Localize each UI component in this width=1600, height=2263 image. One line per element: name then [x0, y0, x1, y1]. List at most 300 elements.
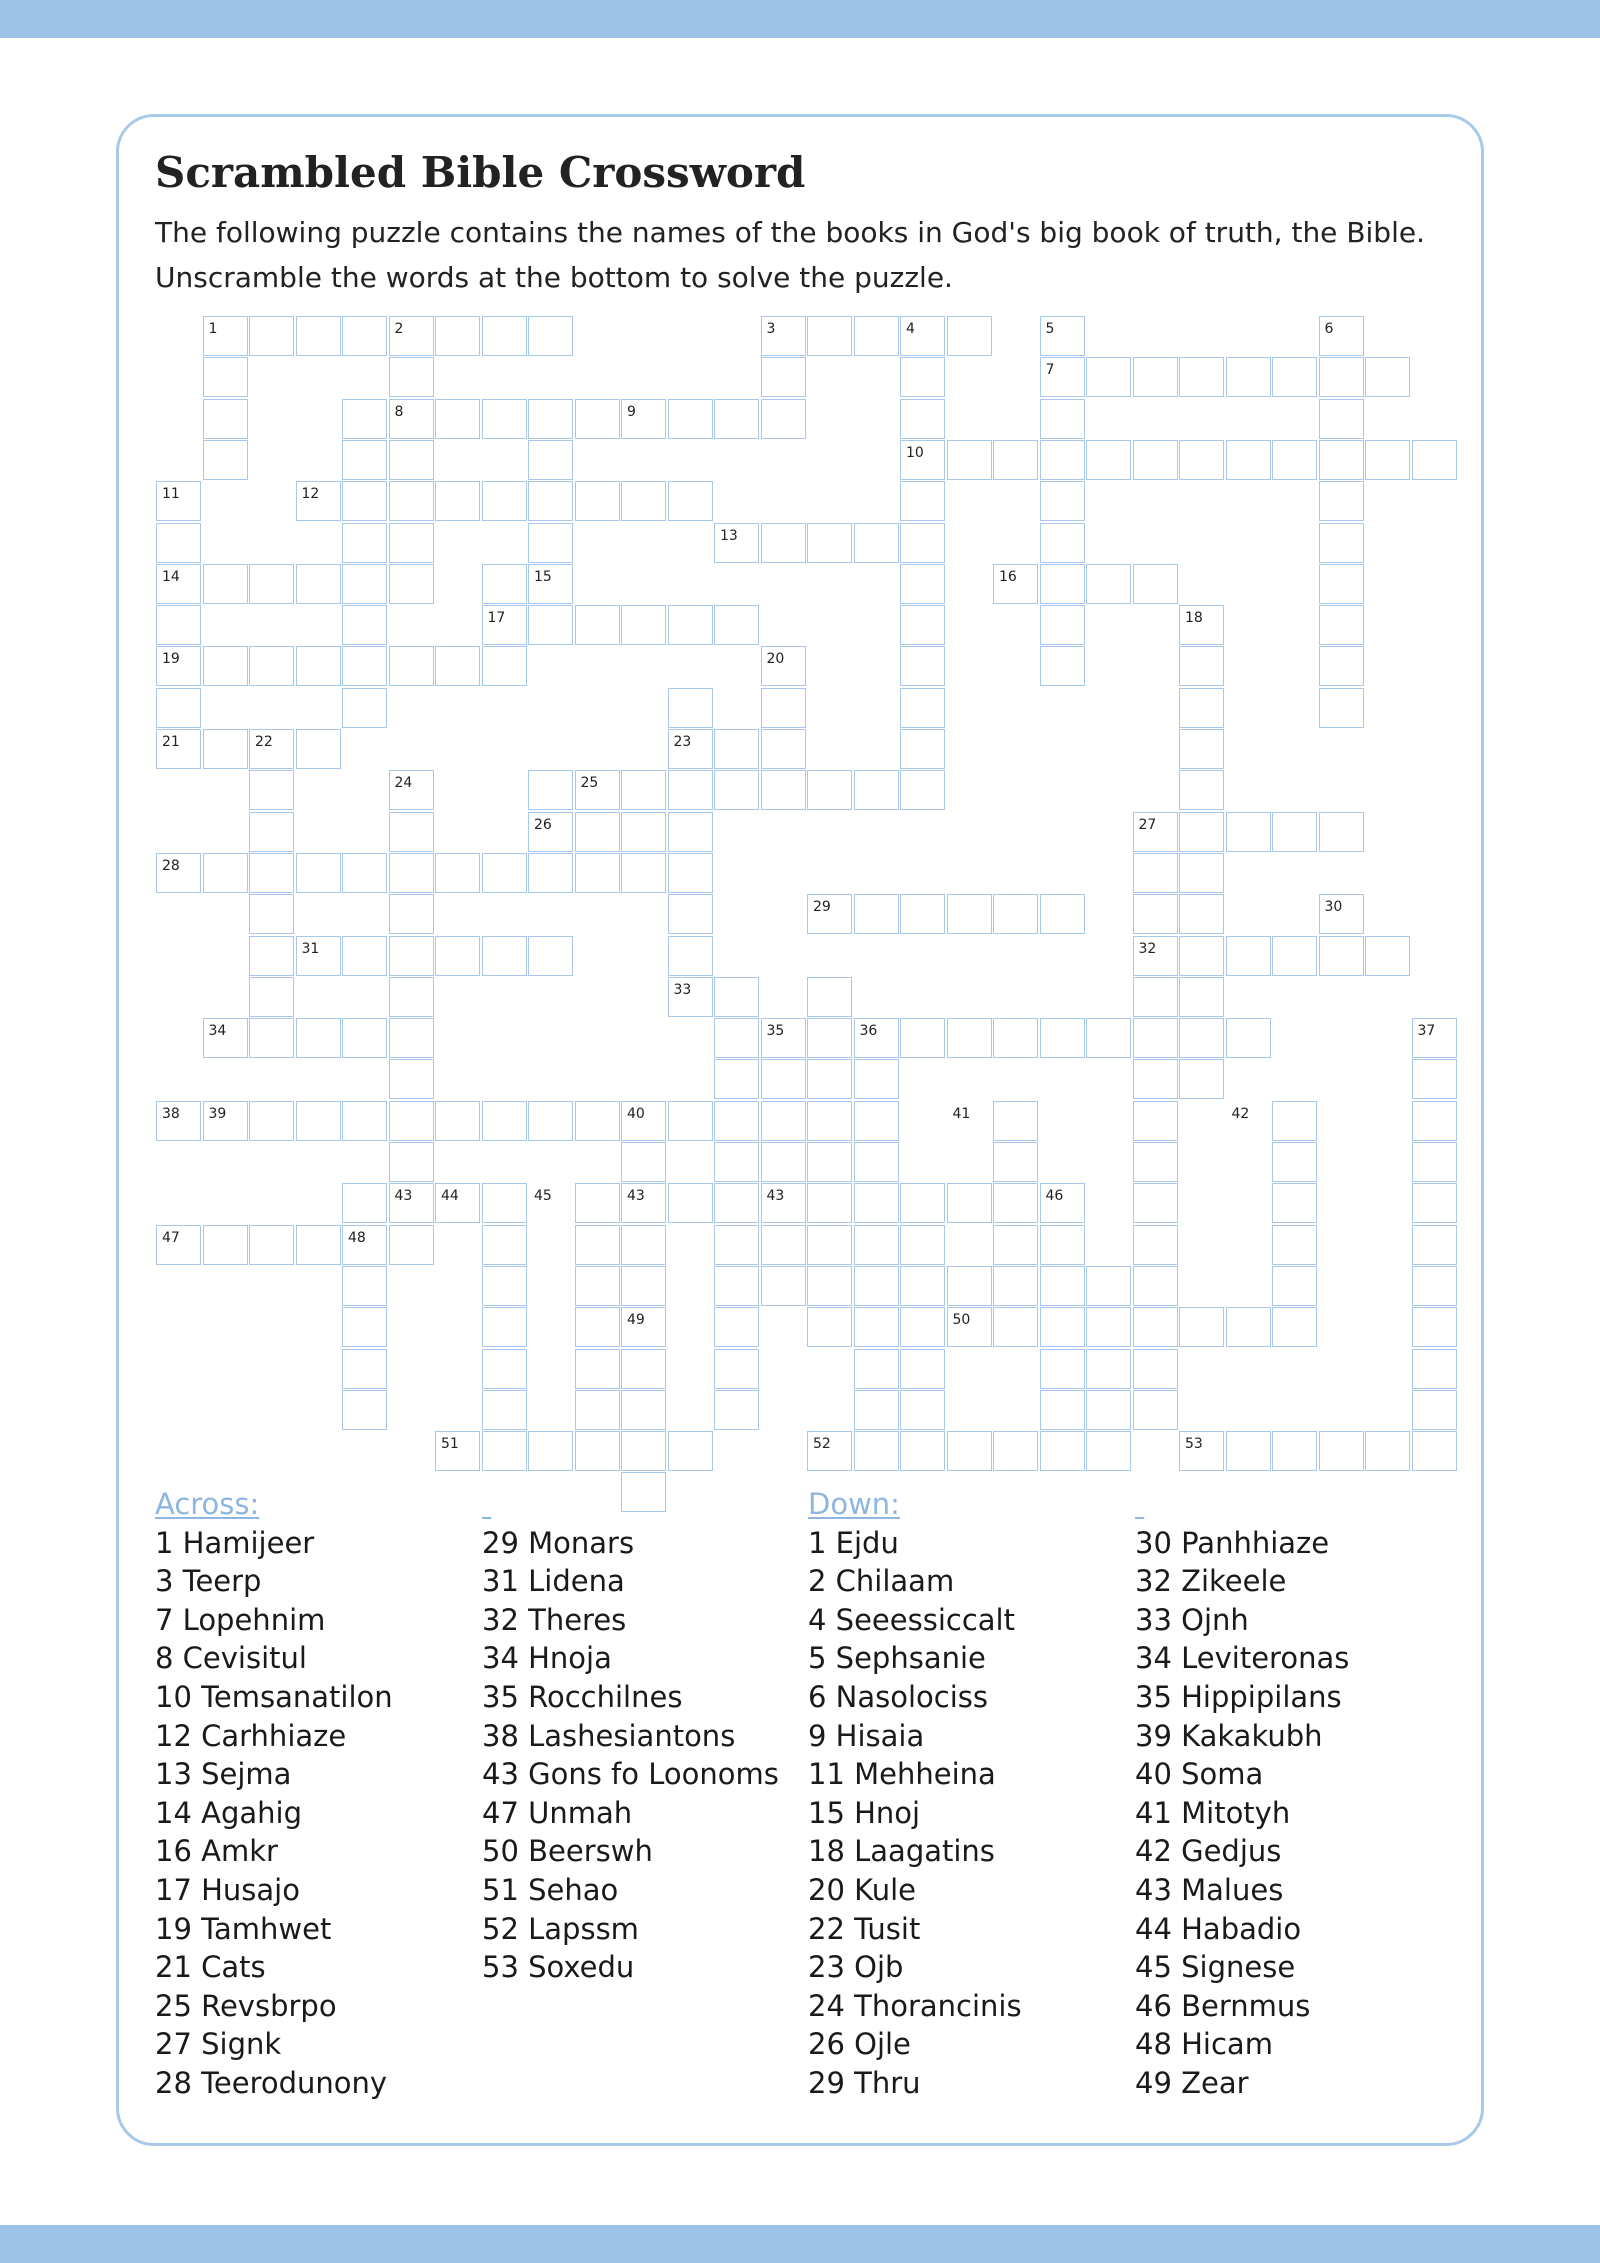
grid-cell[interactable]	[761, 1142, 806, 1182]
grid-cell[interactable]	[668, 853, 713, 893]
grid-cell[interactable]	[1133, 1142, 1178, 1182]
grid-cell[interactable]	[900, 357, 945, 397]
grid-cell[interactable]	[1040, 1225, 1085, 1265]
grid-cell[interactable]	[435, 646, 480, 686]
grid-cell[interactable]	[296, 936, 341, 976]
grid-cell[interactable]	[528, 440, 573, 480]
grid-cell[interactable]	[854, 770, 899, 810]
grid-cell[interactable]	[342, 1225, 387, 1265]
grid-cell[interactable]	[1226, 1307, 1271, 1347]
grid-cell[interactable]	[1179, 1431, 1224, 1471]
grid-cell[interactable]	[621, 1101, 666, 1141]
grid-cell[interactable]	[1226, 440, 1271, 480]
grid-cell[interactable]	[435, 399, 480, 439]
grid-cell[interactable]	[1412, 1266, 1457, 1306]
grid-cell[interactable]	[900, 399, 945, 439]
grid-cell[interactable]	[621, 605, 666, 645]
grid-cell[interactable]	[389, 564, 434, 604]
grid-cell[interactable]	[1272, 1101, 1317, 1141]
grid-cell[interactable]	[389, 1183, 434, 1223]
grid-cell[interactable]	[528, 481, 573, 521]
grid-cell[interactable]	[947, 894, 992, 934]
grid-cell[interactable]	[807, 1142, 852, 1182]
grid-cell[interactable]	[528, 770, 573, 810]
grid-cell[interactable]	[1133, 1183, 1178, 1223]
grid-cell[interactable]	[1133, 936, 1178, 976]
grid-cell[interactable]	[900, 1183, 945, 1223]
grid-cell[interactable]	[435, 853, 480, 893]
grid-cell[interactable]	[296, 481, 341, 521]
grid-cell[interactable]	[1133, 1101, 1178, 1141]
grid-cell[interactable]	[1086, 440, 1131, 480]
grid-cell[interactable]	[900, 564, 945, 604]
grid-cell[interactable]	[528, 853, 573, 893]
grid-cell[interactable]	[1040, 1018, 1085, 1058]
grid-cell[interactable]	[900, 894, 945, 934]
grid-cell[interactable]	[575, 1431, 620, 1471]
grid-cell[interactable]	[249, 977, 294, 1017]
grid-cell[interactable]	[203, 853, 248, 893]
grid-cell[interactable]	[807, 1431, 852, 1471]
grid-cell[interactable]	[528, 564, 573, 604]
grid-cell[interactable]	[1133, 853, 1178, 893]
grid-cell[interactable]	[575, 770, 620, 810]
grid-cell[interactable]	[249, 894, 294, 934]
grid-cell[interactable]	[1319, 440, 1364, 480]
grid-cell[interactable]	[1179, 977, 1224, 1017]
grid-cell[interactable]	[1086, 357, 1131, 397]
grid-cell[interactable]	[342, 853, 387, 893]
grid-cell[interactable]	[1319, 936, 1364, 976]
grid-cell[interactable]	[1040, 523, 1085, 563]
grid-cell[interactable]	[1272, 812, 1317, 852]
grid-cell[interactable]	[1272, 1431, 1317, 1471]
grid-cell[interactable]	[621, 1142, 666, 1182]
grid-cell[interactable]	[575, 1225, 620, 1265]
grid-cell[interactable]	[389, 316, 434, 356]
grid-cell[interactable]	[668, 605, 713, 645]
grid-cell[interactable]	[389, 936, 434, 976]
grid-cell[interactable]	[156, 646, 201, 686]
grid-cell[interactable]	[575, 1266, 620, 1306]
grid-cell[interactable]	[900, 646, 945, 686]
grid-cell[interactable]	[249, 316, 294, 356]
grid-cell[interactable]	[389, 1018, 434, 1058]
grid-cell[interactable]	[528, 812, 573, 852]
grid-cell[interactable]	[1272, 1307, 1317, 1347]
grid-cell[interactable]	[807, 1018, 852, 1058]
grid-cell[interactable]	[1133, 357, 1178, 397]
grid-cell[interactable]	[947, 1307, 992, 1347]
grid-cell[interactable]	[342, 1349, 387, 1389]
grid-cell[interactable]	[1133, 1266, 1178, 1306]
grid-cell[interactable]	[1365, 440, 1410, 480]
grid-cell[interactable]	[528, 316, 573, 356]
grid-cell[interactable]	[900, 1431, 945, 1471]
grid-cell[interactable]	[621, 1307, 666, 1347]
grid-cell[interactable]	[900, 1390, 945, 1430]
grid-cell[interactable]	[389, 853, 434, 893]
grid-cell[interactable]	[854, 1349, 899, 1389]
grid-cell[interactable]	[1179, 936, 1224, 976]
grid-cell[interactable]	[761, 1183, 806, 1223]
grid-cell[interactable]	[621, 1349, 666, 1389]
grid-cell[interactable]	[203, 1018, 248, 1058]
grid-cell[interactable]	[203, 1225, 248, 1265]
grid-cell[interactable]	[1133, 812, 1178, 852]
grid-cell[interactable]	[1040, 357, 1085, 397]
grid-cell[interactable]	[435, 1431, 480, 1471]
grid-cell[interactable]	[900, 770, 945, 810]
grid-cell[interactable]	[993, 1266, 1038, 1306]
grid-cell[interactable]	[621, 1266, 666, 1306]
grid-cell[interactable]	[807, 1307, 852, 1347]
grid-cell[interactable]	[156, 523, 201, 563]
grid-cell[interactable]	[575, 1307, 620, 1347]
grid-cell[interactable]	[761, 399, 806, 439]
grid-cell[interactable]	[528, 1431, 573, 1471]
grid-cell[interactable]	[1040, 1349, 1085, 1389]
grid-cell[interactable]	[854, 1142, 899, 1182]
grid-cell[interactable]	[1040, 605, 1085, 645]
grid-cell[interactable]	[1040, 440, 1085, 480]
grid-cell[interactable]	[1412, 1307, 1457, 1347]
grid-cell[interactable]	[203, 316, 248, 356]
grid-cell[interactable]	[342, 1018, 387, 1058]
grid-cell[interactable]	[249, 770, 294, 810]
grid-cell[interactable]	[621, 1183, 666, 1223]
grid-cell[interactable]	[389, 812, 434, 852]
grid-cell[interactable]	[296, 564, 341, 604]
grid-cell[interactable]	[714, 770, 759, 810]
grid-cell[interactable]	[156, 481, 201, 521]
grid-cell[interactable]	[993, 440, 1038, 480]
grid-cell[interactable]	[1179, 1059, 1224, 1099]
grid-cell[interactable]	[807, 316, 852, 356]
grid-cell[interactable]	[761, 646, 806, 686]
grid-cell[interactable]	[203, 729, 248, 769]
grid-cell[interactable]	[668, 1183, 713, 1223]
grid-cell[interactable]	[1086, 1390, 1131, 1430]
grid-cell[interactable]	[342, 646, 387, 686]
grid-cell[interactable]	[1179, 605, 1224, 645]
grid-cell[interactable]	[342, 1390, 387, 1430]
grid-cell[interactable]	[482, 399, 527, 439]
grid-cell[interactable]	[668, 399, 713, 439]
grid-cell[interactable]	[807, 770, 852, 810]
grid-cell[interactable]	[1133, 440, 1178, 480]
grid-cell[interactable]	[621, 853, 666, 893]
grid-cell[interactable]	[807, 523, 852, 563]
grid-cell[interactable]	[714, 1225, 759, 1265]
grid-cell[interactable]	[528, 936, 573, 976]
grid-cell[interactable]	[714, 1142, 759, 1182]
grid-cell[interactable]	[203, 646, 248, 686]
grid-cell[interactable]	[668, 936, 713, 976]
grid-cell[interactable]	[296, 853, 341, 893]
grid-cell[interactable]	[1040, 1183, 1085, 1223]
grid-cell[interactable]	[1412, 1390, 1457, 1430]
grid-cell[interactable]	[528, 1101, 573, 1141]
grid-cell[interactable]	[714, 1101, 759, 1141]
grid-cell[interactable]	[435, 936, 480, 976]
grid-cell[interactable]	[482, 936, 527, 976]
grid-cell[interactable]	[1319, 399, 1364, 439]
grid-cell[interactable]	[1319, 523, 1364, 563]
grid-cell[interactable]	[714, 1018, 759, 1058]
grid-cell[interactable]	[668, 1101, 713, 1141]
grid-cell[interactable]	[668, 481, 713, 521]
grid-cell[interactable]	[668, 894, 713, 934]
grid-cell[interactable]	[714, 399, 759, 439]
grid-cell[interactable]	[1086, 1349, 1131, 1389]
grid-cell[interactable]	[854, 1390, 899, 1430]
grid-cell[interactable]	[389, 1225, 434, 1265]
grid-cell[interactable]	[1133, 1349, 1178, 1389]
grid-cell[interactable]	[528, 399, 573, 439]
grid-cell[interactable]	[1040, 1431, 1085, 1471]
grid-cell[interactable]	[900, 1266, 945, 1306]
grid-cell[interactable]	[993, 1183, 1038, 1223]
grid-cell[interactable]	[575, 812, 620, 852]
grid-cell[interactable]	[714, 1307, 759, 1347]
grid-cell[interactable]	[1226, 812, 1271, 852]
grid-cell[interactable]	[993, 1018, 1038, 1058]
grid-cell[interactable]	[854, 1183, 899, 1223]
grid-cell[interactable]	[1319, 1431, 1364, 1471]
grid-cell[interactable]	[761, 729, 806, 769]
grid-cell[interactable]	[1412, 1349, 1457, 1389]
grid-cell[interactable]	[1319, 688, 1364, 728]
grid-cell[interactable]	[342, 1101, 387, 1141]
grid-cell[interactable]	[1319, 481, 1364, 521]
grid-cell[interactable]	[900, 481, 945, 521]
grid-cell[interactable]	[1040, 894, 1085, 934]
grid-cell[interactable]	[1179, 853, 1224, 893]
grid-cell[interactable]	[947, 316, 992, 356]
grid-cell[interactable]	[1272, 1266, 1317, 1306]
grid-cell[interactable]	[947, 1431, 992, 1471]
grid-cell[interactable]	[342, 399, 387, 439]
grid-cell[interactable]	[249, 1225, 294, 1265]
grid-cell[interactable]	[854, 1018, 899, 1058]
grid-cell[interactable]	[249, 564, 294, 604]
grid-cell[interactable]	[1226, 936, 1271, 976]
grid-cell[interactable]	[854, 1101, 899, 1141]
grid-cell[interactable]	[993, 894, 1038, 934]
grid-cell[interactable]	[1412, 1225, 1457, 1265]
grid-cell[interactable]	[621, 1431, 666, 1471]
grid-cell[interactable]	[575, 399, 620, 439]
grid-cell[interactable]	[807, 977, 852, 1017]
grid-cell[interactable]	[714, 1183, 759, 1223]
grid-cell[interactable]	[1040, 481, 1085, 521]
grid-cell[interactable]	[807, 894, 852, 934]
grid-cell[interactable]	[1412, 1101, 1457, 1141]
grid-cell[interactable]	[854, 523, 899, 563]
grid-cell[interactable]	[1319, 605, 1364, 645]
grid-cell[interactable]	[900, 523, 945, 563]
grid-cell[interactable]	[156, 605, 201, 645]
grid-cell[interactable]	[1365, 1431, 1410, 1471]
grid-cell[interactable]	[1272, 1142, 1317, 1182]
grid-cell[interactable]	[1226, 1018, 1271, 1058]
grid-cell[interactable]	[575, 1101, 620, 1141]
grid-cell[interactable]	[342, 481, 387, 521]
grid-cell[interactable]	[900, 316, 945, 356]
grid-cell[interactable]	[528, 605, 573, 645]
grid-cell[interactable]	[156, 688, 201, 728]
grid-cell[interactable]	[1412, 1059, 1457, 1099]
grid-cell[interactable]	[900, 605, 945, 645]
grid-cell[interactable]	[854, 316, 899, 356]
grid-cell[interactable]	[621, 770, 666, 810]
grid-cell[interactable]	[714, 729, 759, 769]
grid-cell[interactable]	[296, 646, 341, 686]
grid-cell[interactable]	[714, 523, 759, 563]
grid-cell[interactable]	[1133, 1390, 1178, 1430]
grid-cell[interactable]	[1179, 894, 1224, 934]
grid-cell[interactable]	[1086, 564, 1131, 604]
grid-cell[interactable]	[1040, 1266, 1085, 1306]
grid-cell[interactable]	[296, 1018, 341, 1058]
grid-cell[interactable]	[621, 812, 666, 852]
grid-cell[interactable]	[1319, 564, 1364, 604]
grid-cell[interactable]	[482, 1349, 527, 1389]
grid-cell[interactable]	[389, 440, 434, 480]
grid-cell[interactable]	[1179, 688, 1224, 728]
grid-cell[interactable]	[435, 316, 480, 356]
grid-cell[interactable]	[900, 1225, 945, 1265]
grid-cell[interactable]	[435, 1183, 480, 1223]
grid-cell[interactable]	[947, 1183, 992, 1223]
grid-cell[interactable]	[854, 1059, 899, 1099]
grid-cell[interactable]	[668, 812, 713, 852]
grid-cell[interactable]	[1040, 316, 1085, 356]
grid-cell[interactable]	[1319, 357, 1364, 397]
grid-cell[interactable]	[807, 1266, 852, 1306]
grid-cell[interactable]	[947, 1018, 992, 1058]
grid-cell[interactable]	[1319, 894, 1364, 934]
grid-cell[interactable]	[993, 564, 1038, 604]
grid-cell[interactable]	[1226, 1431, 1271, 1471]
grid-cell[interactable]	[482, 1431, 527, 1471]
grid-cell[interactable]	[482, 1266, 527, 1306]
grid-cell[interactable]	[1086, 1266, 1131, 1306]
grid-cell[interactable]	[900, 729, 945, 769]
grid-cell[interactable]	[900, 688, 945, 728]
grid-cell[interactable]	[900, 1307, 945, 1347]
grid-cell[interactable]	[761, 688, 806, 728]
grid-cell[interactable]	[296, 1101, 341, 1141]
grid-cell[interactable]	[342, 936, 387, 976]
grid-cell[interactable]	[1319, 316, 1364, 356]
grid-cell[interactable]	[714, 1059, 759, 1099]
grid-cell[interactable]	[993, 1142, 1038, 1182]
grid-cell[interactable]	[993, 1307, 1038, 1347]
grid-cell[interactable]	[621, 399, 666, 439]
grid-cell[interactable]	[761, 1101, 806, 1141]
grid-cell[interactable]	[668, 770, 713, 810]
grid-cell[interactable]	[482, 1390, 527, 1430]
grid-cell[interactable]	[1272, 440, 1317, 480]
grid-cell[interactable]	[249, 812, 294, 852]
grid-cell[interactable]	[1179, 646, 1224, 686]
grid-cell[interactable]	[1365, 357, 1410, 397]
grid-cell[interactable]	[854, 1266, 899, 1306]
grid-cell[interactable]	[435, 1101, 480, 1141]
grid-cell[interactable]	[1040, 1307, 1085, 1347]
grid-cell[interactable]	[482, 1307, 527, 1347]
grid-cell[interactable]	[575, 1390, 620, 1430]
grid-cell[interactable]	[761, 316, 806, 356]
grid-cell[interactable]	[389, 523, 434, 563]
grid-cell[interactable]	[761, 1225, 806, 1265]
grid-cell[interactable]	[621, 481, 666, 521]
grid-cell[interactable]	[621, 1390, 666, 1430]
grid-cell[interactable]	[482, 564, 527, 604]
grid-cell[interactable]	[249, 646, 294, 686]
grid-cell[interactable]	[1319, 646, 1364, 686]
grid-cell[interactable]	[389, 646, 434, 686]
grid-cell[interactable]	[389, 977, 434, 1017]
grid-cell[interactable]	[389, 1142, 434, 1182]
grid-cell[interactable]	[482, 1183, 527, 1223]
grid-cell[interactable]	[761, 357, 806, 397]
grid-cell[interactable]	[249, 853, 294, 893]
grid-cell[interactable]	[807, 1183, 852, 1223]
grid-cell[interactable]	[342, 1183, 387, 1223]
grid-cell[interactable]	[714, 1266, 759, 1306]
grid-cell[interactable]	[668, 977, 713, 1017]
grid-cell[interactable]	[947, 1266, 992, 1306]
grid-cell[interactable]	[342, 523, 387, 563]
grid-cell[interactable]	[482, 853, 527, 893]
grid-cell[interactable]	[1040, 399, 1085, 439]
grid-cell[interactable]	[342, 316, 387, 356]
grid-cell[interactable]	[1086, 1307, 1131, 1347]
grid-cell[interactable]	[575, 1349, 620, 1389]
grid-cell[interactable]	[296, 316, 341, 356]
grid-cell[interactable]	[854, 1225, 899, 1265]
grid-cell[interactable]	[389, 357, 434, 397]
grid-cell[interactable]	[1179, 1018, 1224, 1058]
grid-cell[interactable]	[389, 481, 434, 521]
grid-cell[interactable]	[435, 481, 480, 521]
grid-cell[interactable]	[1133, 977, 1178, 1017]
grid-cell[interactable]	[1133, 1059, 1178, 1099]
grid-cell[interactable]	[900, 440, 945, 480]
grid-cell[interactable]	[203, 440, 248, 480]
grid-cell[interactable]	[575, 605, 620, 645]
grid-cell[interactable]	[668, 688, 713, 728]
grid-cell[interactable]	[249, 936, 294, 976]
grid-cell[interactable]	[668, 1431, 713, 1471]
grid-cell[interactable]	[528, 523, 573, 563]
grid-cell[interactable]	[1086, 1018, 1131, 1058]
grid-cell[interactable]	[156, 729, 201, 769]
grid-cell[interactable]	[761, 1059, 806, 1099]
grid-cell[interactable]	[249, 1101, 294, 1141]
grid-cell[interactable]	[1272, 1225, 1317, 1265]
grid-cell[interactable]	[1226, 357, 1271, 397]
grid-cell[interactable]	[854, 1431, 899, 1471]
grid-cell[interactable]	[761, 770, 806, 810]
grid-cell[interactable]	[1365, 936, 1410, 976]
grid-cell[interactable]	[1179, 440, 1224, 480]
grid-cell[interactable]	[993, 1225, 1038, 1265]
grid-cell[interactable]	[203, 1101, 248, 1141]
